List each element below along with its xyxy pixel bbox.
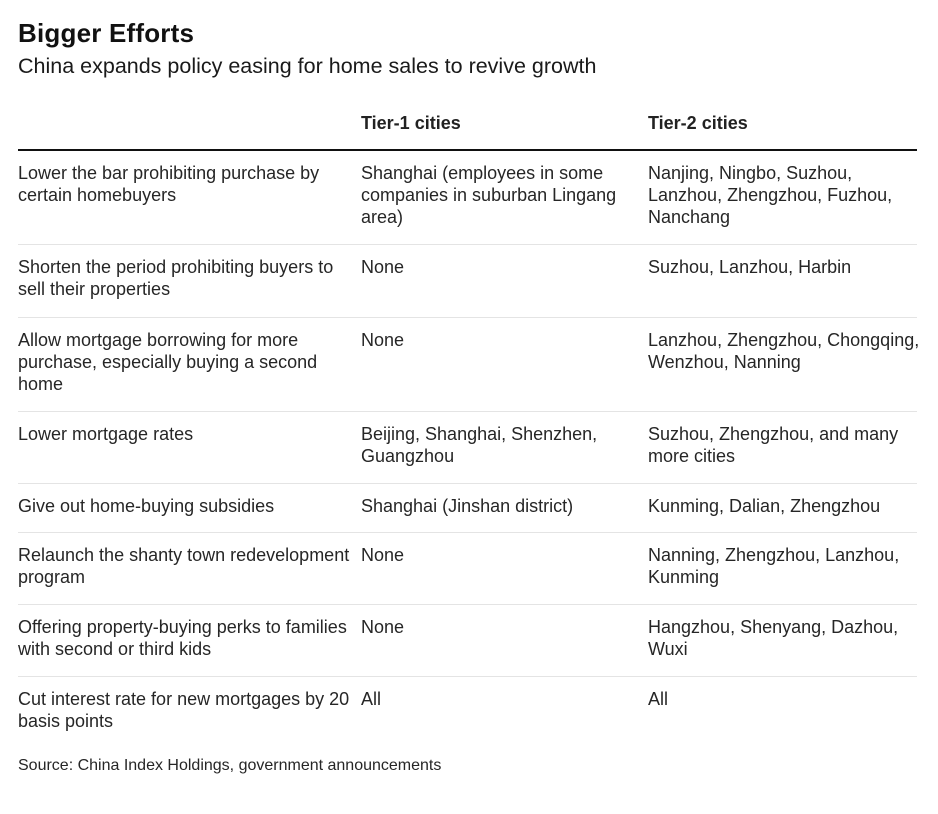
policy-cell: Give out home-buying subsidies xyxy=(18,496,275,516)
tier2-cell: Nanning, Zhengzhou, Lanzhou, Kunming xyxy=(648,545,900,587)
policy-table xyxy=(18,151,920,757)
tier2-cell: All xyxy=(648,689,669,709)
table-row xyxy=(18,533,917,605)
tier2-cell: Suzhou, Lanzhou, Harbin xyxy=(648,257,852,277)
policy-cell: Shorten the period prohibiting buyers to sell their properties xyxy=(18,257,334,299)
policy-cell: Allow mortgage borrowing for more purchase, especially buying a second home xyxy=(18,330,318,394)
page-subtitle: China expands policy easing for home sales to revive growth xyxy=(18,54,597,78)
policy-cell: Cut interest rate for new mortgages by 20 basis points xyxy=(18,689,350,731)
policy-cell: Offering property-buying perks to families with second or third kids xyxy=(18,617,347,659)
table-row xyxy=(18,677,917,757)
policy-cell: Lower mortgage rates xyxy=(18,424,194,444)
policy-cell: Relaunch the shanty town redevelopment program xyxy=(18,545,350,587)
tier1-cell: None xyxy=(361,257,405,277)
column-header-tier2: Tier-2 cities xyxy=(648,113,748,133)
tier1-cell: Shanghai (employees in some companies in suburban Lingang area) xyxy=(361,163,617,227)
table-row xyxy=(18,484,917,533)
source-note: Source: China Index Holdings, government announcements xyxy=(18,757,442,774)
tier2-cell: Suzhou, Zhengzhou, and many more cities xyxy=(648,424,899,466)
tier1-cell: All xyxy=(361,689,382,709)
column-header-tier1: Tier-1 cities xyxy=(361,113,461,133)
policy-cell: Lower the bar prohibiting purchase by certain homebuyers xyxy=(18,163,320,205)
tier2-cell: Hangzhou, Shenyang, Dazhou, Wuxi xyxy=(648,617,899,659)
table-row xyxy=(18,318,920,412)
tier1-cell: Beijing, Shanghai, Shenzhen, Guangzhou xyxy=(361,424,598,466)
page-title: Bigger Efforts xyxy=(18,18,195,48)
tier1-cell: Shanghai (Jinshan district) xyxy=(361,496,574,516)
table-row xyxy=(18,412,917,484)
tier1-cell: None xyxy=(361,330,405,350)
table-row xyxy=(18,245,917,318)
tier2-cell: Nanjing, Ningbo, Suzhou, Lanzhou, Zhengzhou, Fuzhou, Nanchang xyxy=(648,163,893,227)
tier2-cell: Kunming, Dalian, Zhengzhou xyxy=(648,496,881,516)
tier1-cell: None xyxy=(361,617,405,637)
tier2-cell: Lanzhou, Zhengzhou, Chongqing, Wenzhou, Nanning xyxy=(648,330,920,372)
table-row xyxy=(18,605,917,677)
table-row xyxy=(18,151,917,245)
tier1-cell: None xyxy=(361,545,405,565)
